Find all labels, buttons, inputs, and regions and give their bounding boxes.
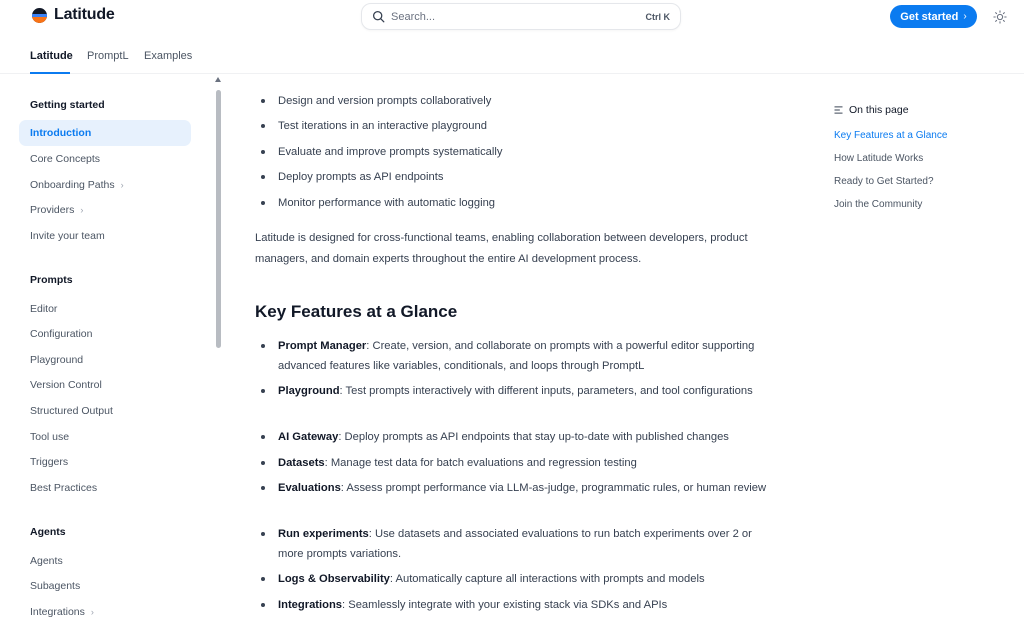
- bullet-dot: [261, 603, 265, 607]
- sidebar-item-invite-your-team[interactable]: [30, 230, 105, 242]
- bullet-dot: [261, 344, 265, 348]
- sidebar-item-label: Playground: [30, 354, 84, 366]
- sidebar-item-core-concepts[interactable]: [30, 153, 100, 165]
- bullet-dot: [261, 124, 265, 128]
- feature-desc: : Seamlessly integrate with your existing stack via SDKs and APIs: [342, 599, 668, 611]
- sidebar-item-structured-output[interactable]: [30, 405, 113, 417]
- feature-desc: : Automatically capture all interactions with prompts and models: [389, 573, 705, 585]
- list-item: [255, 91, 775, 111]
- sidebar-item-label: Configuration: [30, 328, 93, 340]
- sidebar-item-triggers[interactable]: [30, 456, 68, 468]
- bullet-dot: [261, 435, 265, 439]
- sidebar-item-onboarding-paths[interactable]: [30, 179, 124, 191]
- bullet-dot: [261, 150, 265, 154]
- list-item-text: Design and version prompts collaboratively: [278, 95, 492, 107]
- chevron-right-icon: ›: [90, 607, 94, 617]
- bullet-dot: [261, 175, 265, 179]
- bullet-dot: [261, 389, 265, 393]
- section-heading-key-features: Key Features at a Glance: [255, 302, 458, 321]
- feature-desc: : Use datasets and associated evaluations to run batch experiments over 2 or more prompts variations.: [278, 528, 752, 560]
- tab-promptl[interactable]: PromptL: [87, 50, 129, 62]
- search-shortcut: Ctrl K: [645, 11, 670, 22]
- bullet-dot: [261, 577, 265, 581]
- feature-item: [255, 453, 775, 473]
- bullet-dot: [261, 99, 265, 103]
- sidebar-item-subagents[interactable]: [30, 580, 80, 592]
- sidebar-item-integrations[interactable]: [30, 606, 94, 618]
- feature-desc: : Create, version, and collaborate on prompts with a powerful editor supporting advanced features like variables, conditionals, and loops through PromptL: [278, 340, 755, 372]
- feature-item: [255, 381, 775, 401]
- top-header: [0, 0, 1024, 34]
- search-icon: [372, 10, 385, 23]
- sidebar-item-best-practices[interactable]: [30, 482, 97, 494]
- search-input[interactable]: [361, 3, 681, 30]
- feature-name: Evaluations: [278, 482, 341, 494]
- chevron-right-icon: ›: [80, 205, 84, 215]
- tab-examples[interactable]: Examples: [144, 50, 193, 62]
- feature-name: Prompt Manager: [278, 340, 367, 352]
- toc-item-ready-to-get-started[interactable]: Ready to Get Started?: [834, 176, 934, 187]
- brand-name: Latitude: [54, 6, 115, 23]
- list-item-text: Test iterations in an interactive playground: [278, 120, 487, 132]
- feature-desc: : Test prompts interactively with different inputs, parameters, and tool configurations: [339, 385, 753, 397]
- feature-item: [255, 524, 775, 564]
- main-content: [255, 74, 795, 622]
- feature-item: [255, 427, 775, 447]
- sidebar-item-label: Triggers: [30, 456, 69, 468]
- feature-item: [255, 569, 775, 589]
- sidebar-item-label: Onboarding Paths: [30, 179, 115, 191]
- feature-item: [255, 336, 775, 376]
- brand-logo[interactable]: [32, 6, 115, 24]
- sun-icon[interactable]: [993, 10, 1007, 24]
- bullet-dot: [261, 532, 265, 536]
- sidebar-section-agents: Agents: [30, 526, 66, 538]
- toc-title-label: On this page: [849, 104, 909, 116]
- toc-item-how-latitude-works[interactable]: How Latitude Works: [834, 153, 924, 164]
- latitude-logo-icon: [32, 8, 47, 23]
- feature-name: AI Gateway: [278, 431, 339, 443]
- feature-name: Playground: [278, 385, 340, 397]
- sidebar-item-providers[interactable]: [30, 204, 83, 216]
- list-item-text: Evaluate and improve prompts systematically: [278, 146, 503, 158]
- sidebar-nav: [0, 74, 214, 622]
- sidebar-item-label: Agents: [30, 555, 63, 567]
- sidebar-item-label: Version Control: [30, 379, 102, 391]
- sidebar-item-label: Integrations: [30, 606, 85, 618]
- list-item-text: Monitor performance with automatic logging: [278, 197, 496, 209]
- feature-name: Datasets: [278, 457, 325, 469]
- toc-item-key-features[interactable]: Key Features at a Glance: [834, 130, 948, 141]
- chevron-right-icon: ›: [120, 180, 124, 190]
- feature-item: [255, 595, 775, 615]
- tab-latitude[interactable]: Latitude: [30, 50, 73, 62]
- sidebar-section-getting-started: Getting started: [30, 99, 105, 111]
- bullet-dot: [261, 201, 265, 205]
- sidebar-item-playground[interactable]: [30, 354, 83, 366]
- feature-item: [255, 478, 775, 498]
- sidebar-item-label: Providers: [30, 204, 75, 216]
- feature-name: Run experiments: [278, 528, 369, 540]
- sidebar-item-label: Invite your team: [30, 230, 105, 242]
- list-item: [255, 193, 775, 213]
- sidebar-item-label: Subagents: [30, 580, 81, 592]
- toc-item-join-the-community[interactable]: Join the Community: [834, 199, 923, 210]
- feature-name: Logs & Observability: [278, 573, 390, 585]
- sidebar-item-introduction[interactable]: Introduction: [30, 127, 92, 139]
- sidebar-item-label: Tool use: [30, 431, 70, 443]
- sidebar-item-label: Editor: [30, 303, 58, 315]
- feature-name: Integrations: [278, 599, 343, 611]
- list-icon: [834, 106, 843, 114]
- sidebar-item-label: Best Practices: [30, 482, 98, 494]
- list-item-text: Deploy prompts as API endpoints: [278, 171, 444, 183]
- sidebar-item-version-control[interactable]: [30, 379, 102, 391]
- search-placeholder: Search...: [391, 10, 436, 23]
- sidebar-section-prompts: Prompts: [30, 274, 73, 286]
- feature-desc: : Assess prompt performance via LLM-as-judge, programmatic rules, or human review: [340, 482, 767, 494]
- sidebar-item-editor[interactable]: [30, 303, 57, 315]
- chevron-right-icon: ›: [963, 11, 967, 22]
- list-item: [255, 167, 775, 187]
- intro-paragraph: Latitude is designed for cross-functional teams, enabling collaboration between developers, product managers, and domain experts throughout the entire AI development process.: [255, 232, 748, 265]
- feature-desc: : Manage test data for batch evaluations and regression testing: [324, 457, 637, 469]
- sidebar-item-configuration[interactable]: [30, 328, 92, 340]
- get-started-label: Get started: [900, 10, 959, 23]
- get-started-button[interactable]: [890, 5, 977, 28]
- sidebar-item-agents[interactable]: [30, 555, 63, 567]
- sidebar-item-tool-use[interactable]: [30, 431, 69, 443]
- scroll-up-arrow-icon[interactable]: [215, 77, 221, 82]
- list-item: [255, 116, 775, 136]
- top-tabs: [0, 40, 1024, 74]
- bullet-dot: [261, 486, 265, 490]
- sidebar-item-label: Core Concepts: [30, 153, 101, 165]
- sidebar-item-label: Structured Output: [30, 405, 113, 417]
- toc-title: [834, 104, 909, 116]
- feature-desc: : Deploy prompts as API endpoints that stay up-to-date with published changes: [338, 431, 729, 443]
- bullet-dot: [261, 461, 265, 465]
- sidebar-scrollbar-thumb[interactable]: [216, 90, 221, 348]
- list-item: [255, 142, 775, 162]
